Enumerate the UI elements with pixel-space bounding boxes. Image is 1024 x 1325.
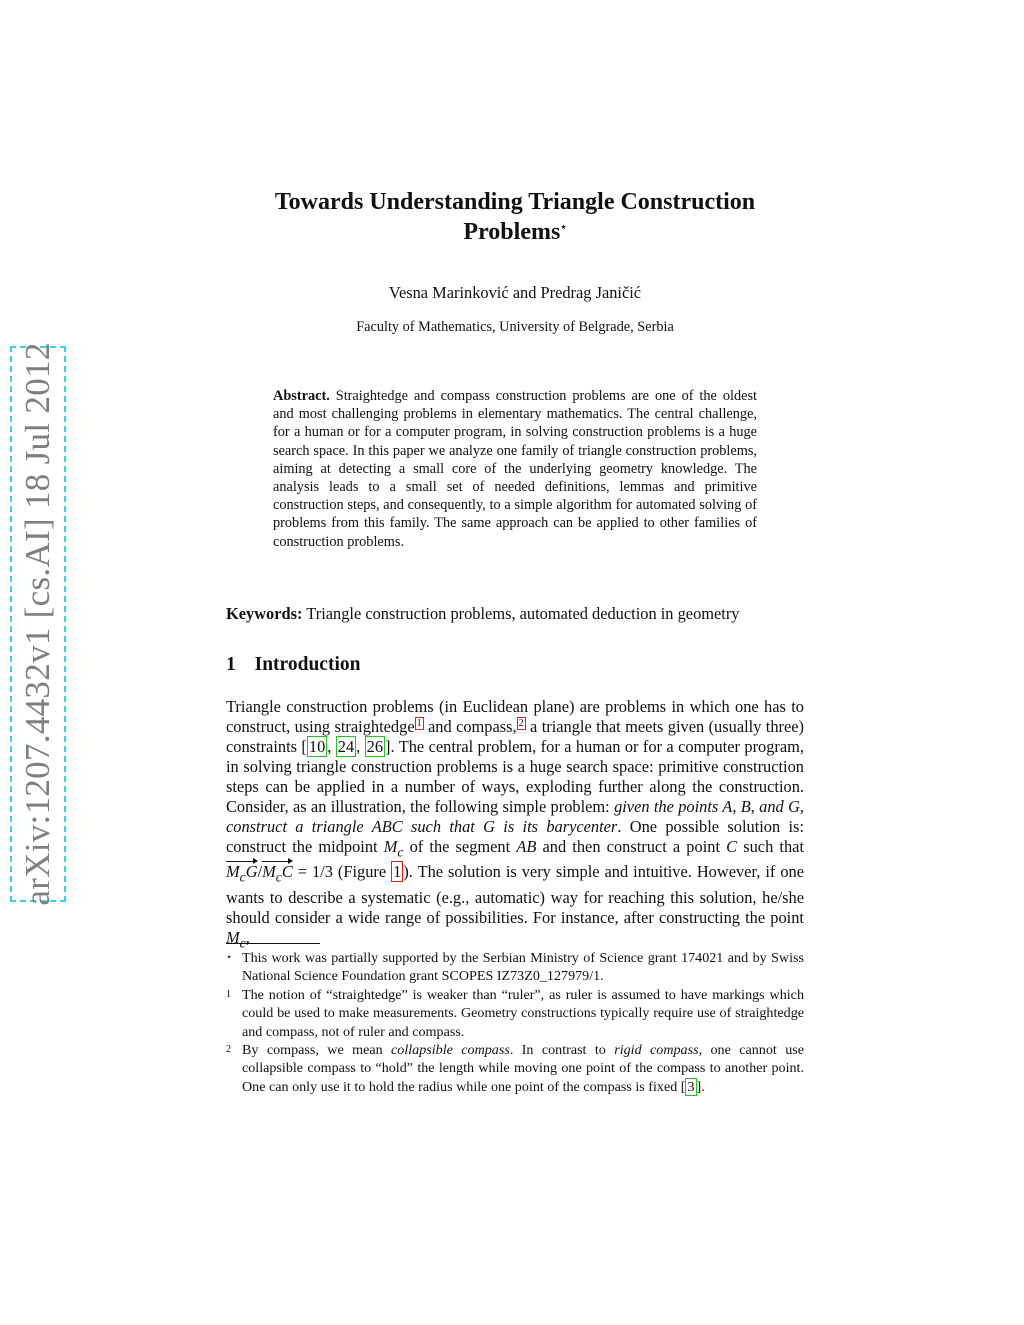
affiliation: Faculty of Mathematics, University of Belgrade, Serbia	[356, 319, 674, 335]
title-line-2: Problems⋆	[463, 219, 567, 245]
abstract-text: Straightedge and compass construction problems are one of the oldest and most challenging problems in elementary mathematics. The central challenge, for a human or for a computer program, in solving construction problems is a huge search space. In this paper we analyze one family of triangle construction problems, aiming at detecting a small core of the underlying geometry knowledge. The analysis leads to a small set of needed definitions, lemmas and primitive construction steps, and consequently, to a simple algorithm for automated solving of problems from this family. The same approach can be applied to other families of construction problems.	[273, 388, 758, 550]
keywords-text: Triangle construction problems, automated deduction in geometry	[306, 604, 740, 623]
footnote-ref-2[interactable]: 2	[518, 717, 524, 729]
footnote-2: By compass, we mean collapsible compass. In contrast to rigid compass, one cannot use collapsible compass to “hold” the length while moving one point of the compass to another point. One can only use it to hold the radius while one point of the compass is fixed [ 3 ].	[242, 1042, 804, 1095]
intro-paragraph: Triangle construction problems (in Euclidean plane) are problems in which one has to construct, using straightedge $^1$ and compass, $^2$ a triangle that meets given (usually three) constraints [ 10 , 24 , 26 ]. The central problem, for a human or for a computer program, in solving triangle construction problems is a huge search space: primitive construction steps can be applied in a number of ways, exploding further along the construction. Consider, as an illustration, the following simple problem: given the points A, B, and G, construct a triangle ABC such that G is its barycenter. One possible solution is: construct the midpoint $M_c$ of the segment AB and then construct a point C such that $M_cG/M_cC = 1/3$ (Figure 1 ). The solution is very simple and intuitive. However, if one wants to describe a systematic (e.g., automatic) way for reaching this solution, he/she should consider a wide range of possibilities. For instance, after constructing the point $M_c$,	[226, 697, 805, 950]
citation-26[interactable]: 26	[366, 737, 384, 756]
figure-ref-1[interactable]: 1	[393, 862, 402, 882]
paper-title	[180, 187, 850, 247]
footnote-1-mark: 1	[226, 989, 231, 1000]
footnote-rule	[226, 943, 320, 944]
footnote-2-mark: 2	[226, 1044, 231, 1055]
footnote-1: The notion of “straightedge” is weaker than “ruler”, as ruler is assumed to have markings which could be used to make measurements. Geometry constructions typically require use of straightedge and compass, not of ruler and compass.	[242, 987, 804, 1040]
vector-mcg: $M_cG$	[226, 862, 258, 887]
title-line-1: Towards Understanding Triangle Construction	[274, 189, 756, 215]
vector-mcc: $M_cC$	[262, 862, 293, 887]
footnote-star-mark: ⋆	[226, 952, 233, 963]
arxiv-identifier-text: arXiv:1207.4432v1 [cs.AI] 18 Jul 2012	[18, 342, 57, 906]
example-problem: given the points A, B, and G, construct a triangle ABC such that G is its barycenter	[226, 797, 805, 836]
footnote-star: This work was partially supported by the Serbian Ministry of Science grant 174021 and by Swiss National Science Foundation grant SCOPES IZ73Z0_127979/1.	[242, 950, 804, 985]
authors: Vesna Marinković and Predrag Janičić	[388, 283, 642, 302]
citation-10[interactable]: 10	[308, 737, 326, 756]
keywords	[226, 604, 804, 624]
abstract-label: Abstract.	[273, 388, 330, 404]
keywords-label: Keywords:	[226, 604, 303, 623]
section-title: Introduction	[254, 654, 361, 675]
footnote-ref-1[interactable]: 1	[416, 717, 422, 729]
citation-3[interactable]: 3	[687, 1078, 695, 1095]
citation-24[interactable]: 24	[337, 737, 355, 756]
arxiv-identifier-stamp[interactable]	[10, 342, 66, 906]
section-number: 1	[226, 654, 236, 675]
section-heading	[226, 654, 360, 676]
title-footnote-mark: ⋆	[560, 222, 567, 233]
abstract	[273, 387, 757, 551]
footnotes	[0, 949, 1024, 1129]
